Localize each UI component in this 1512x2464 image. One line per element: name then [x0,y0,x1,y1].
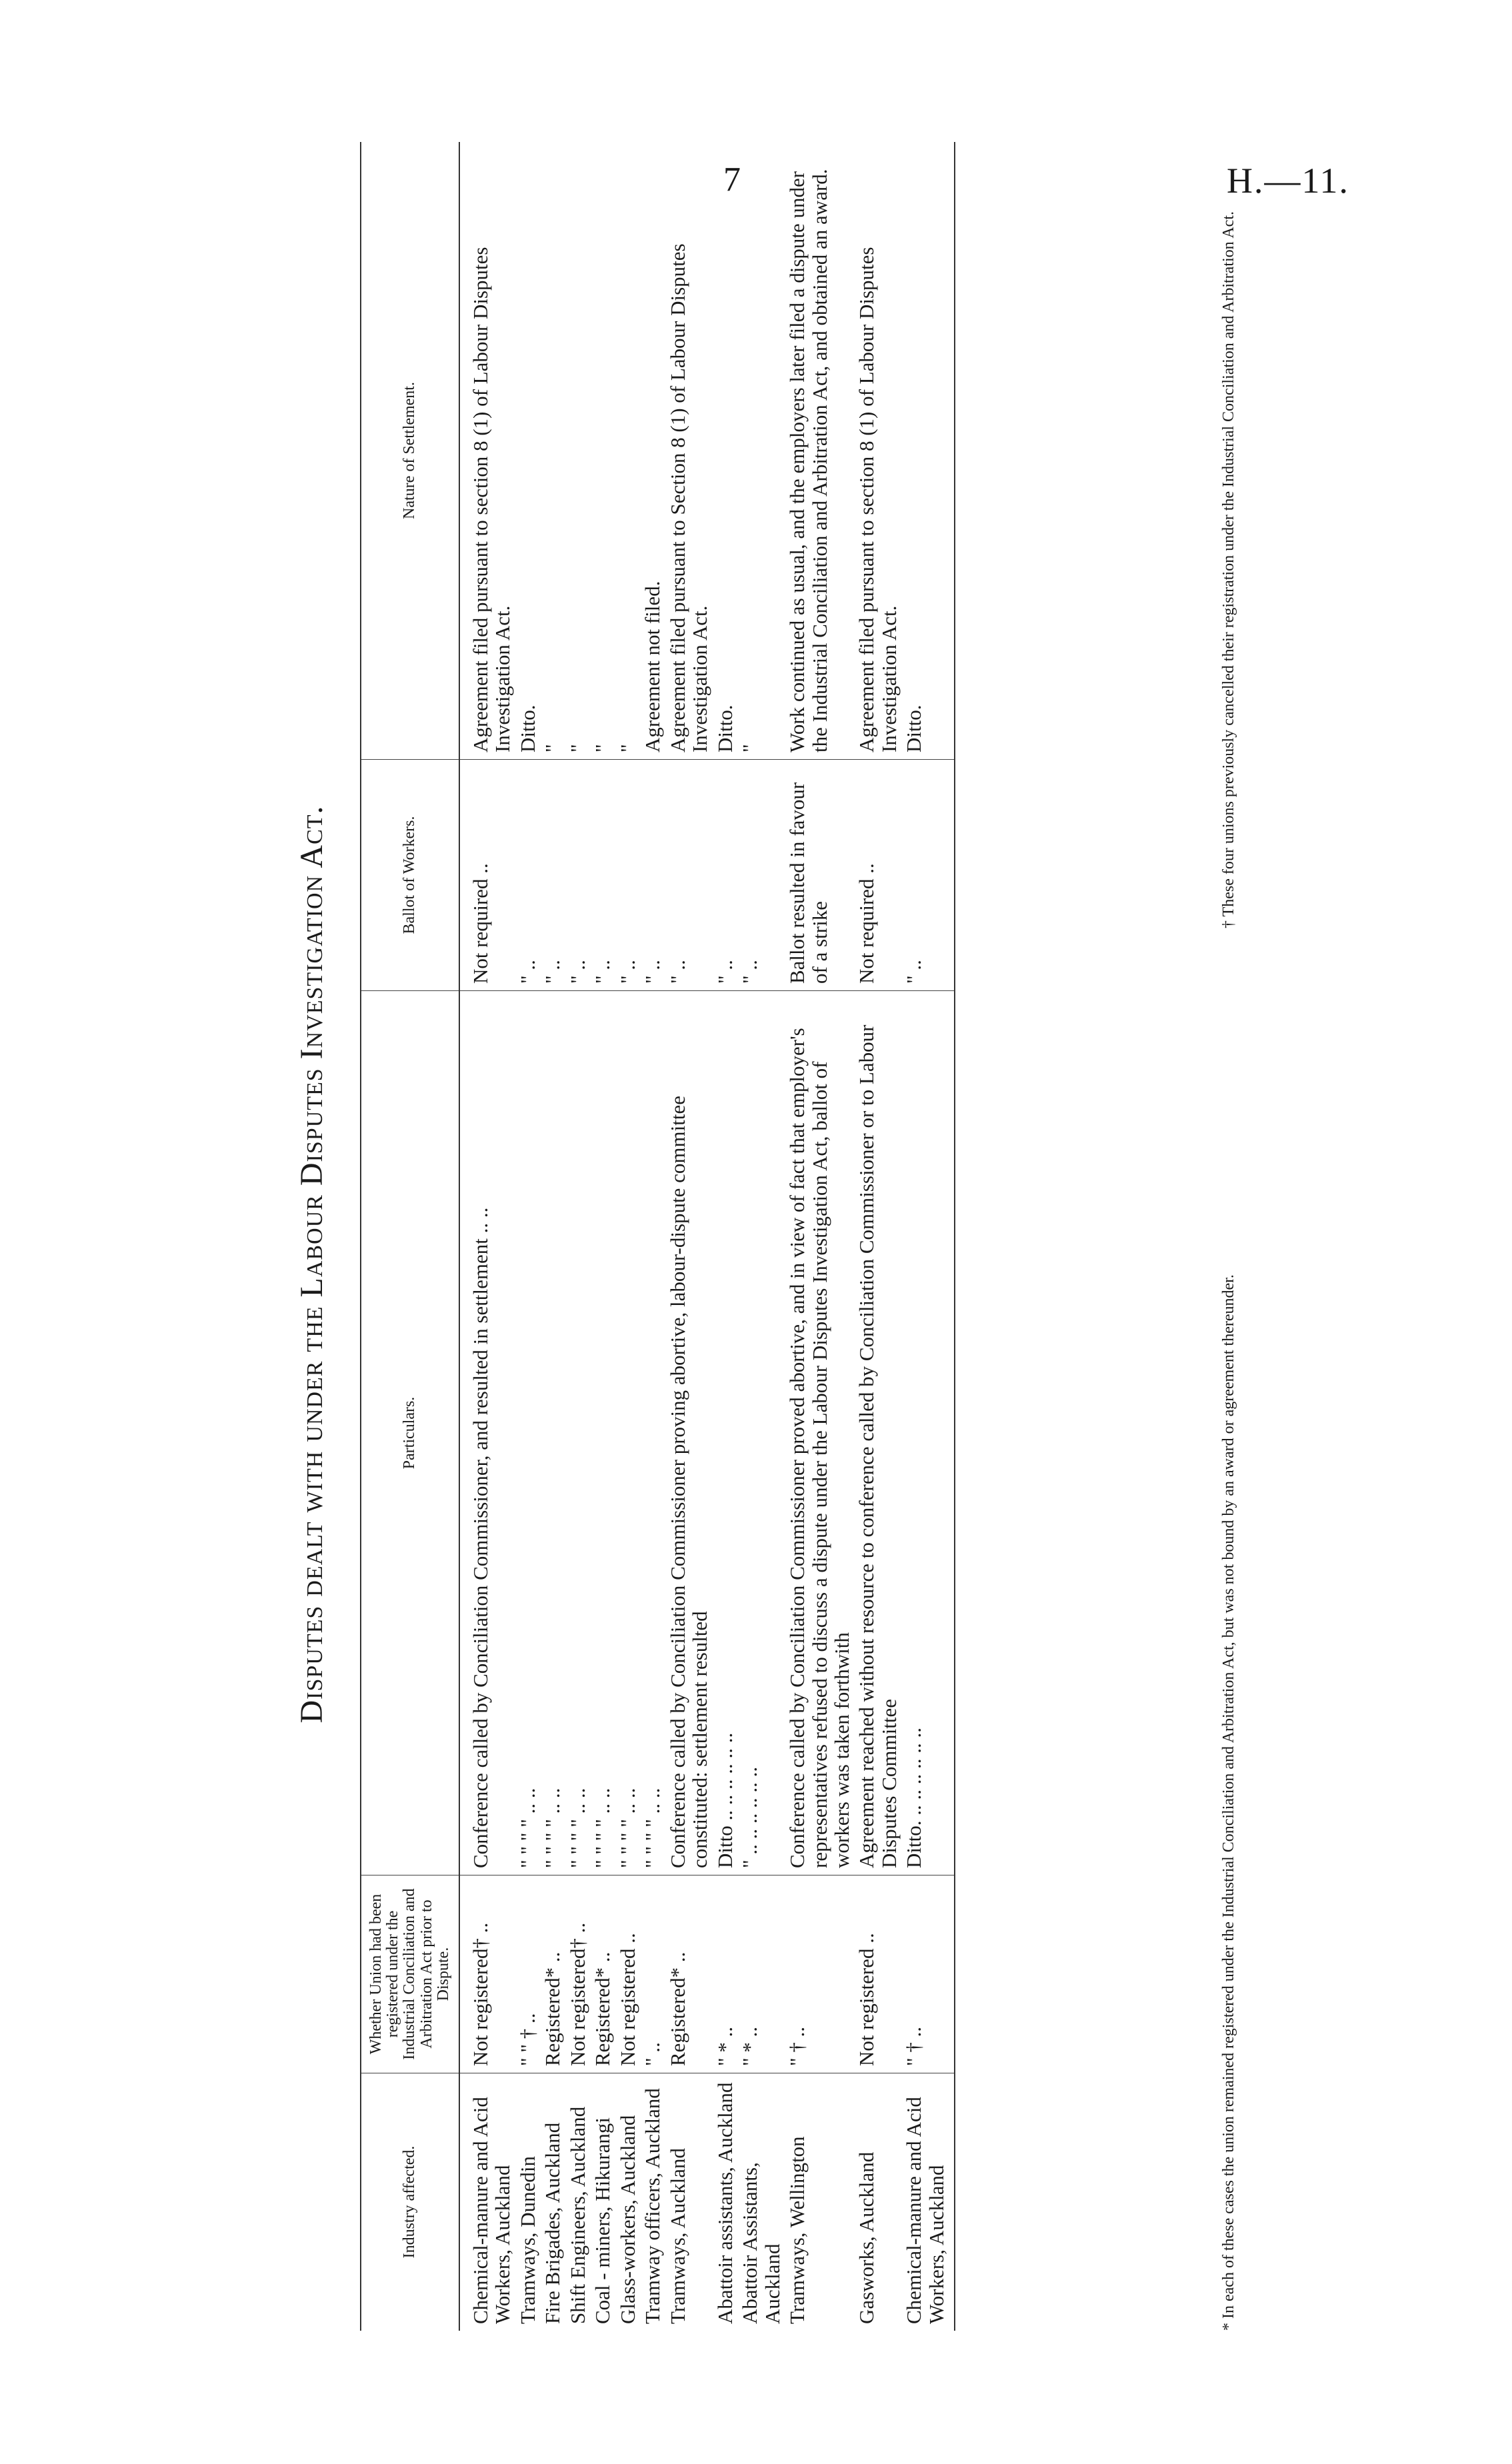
cell-industry: Tramways, Auckland [665,2147,689,2324]
cell-ballot: " .. [515,760,540,991]
cell-ballot: Not required .. [854,760,901,991]
cell-industry: Tramway officers, Auckland [641,2088,665,2324]
table-row [785,142,854,2331]
col-header-particulars: Particulars. [361,991,459,1875]
cell-registered: " † .. [785,1875,854,2073]
cell-ballot: " .. [713,760,737,991]
cell-settlement: Agreement filed pursuant to Section 8 (1) of Labour Disputes Investigation Act. [665,142,713,760]
cell-ballot: " .. [615,760,640,991]
footnote-star: * In each of these cases the union remained registered under the Industrial Conciliation and Arbitration Act, but was not bound by an award or agreement thereunder. [1220,1274,1237,2331]
cell-registered: " * .. [713,1875,737,2073]
cell-settlement: Work continued as usual, and the employers later filed a dispute under the Industrial Conciliation and Arbitration Act, and obtained an award. [785,142,854,760]
cell-particulars: " " " " .. .. [540,991,565,1875]
table-row [640,142,665,2331]
cell-industry: Fire Brigades, Auckland [541,2122,565,2324]
cell-ballot: " .. [565,760,590,991]
table-row [854,142,901,2331]
cell-settlement: " [540,142,565,760]
cell-ballot: " .. [540,760,565,991]
footnote-dagger: † These four unions previously cancelled their registration under the Industrial Conciliation and Arbitration Act. [1220,211,1237,928]
document-code: H.—11. [1227,161,1349,201]
table-row [665,142,713,2331]
cell-particulars: Agreement reached without resource to conference called by Conciliation Commissioner or to Labour Disputes Committee [854,991,901,1875]
cell-registered: " .. [640,1875,665,2073]
cell-particulars: " " " " .. .. [640,991,665,1875]
col-header-industry: Industry affected. [361,2073,459,2331]
table-row [737,142,785,2331]
cell-settlement: " [615,142,640,760]
cell-ballot: Not required .. [459,760,515,991]
table-row [459,142,515,2331]
cell-particulars: Conference called by Conciliation Commissioner proved abortive, and in view of fact that employer's representatives refused to discuss a dispute under the Labour Disputes Investigation Act, ballot of workers was taken forthwith [785,991,854,1875]
cell-registered: Not registered .. [615,1875,640,2073]
cell-particulars: " " " " .. .. [515,991,540,1875]
cell-industry: Coal - miners, Hikurangi [591,2117,615,2324]
table-row [590,142,615,2331]
cell-registered: " * .. [737,1875,785,2073]
cell-settlement: Agreement not filed. [640,142,665,760]
cell-registered: " † .. [901,1875,955,2073]
cell-registered: Registered* .. [540,1875,565,2073]
col-header-settlement: Nature of Settlement. [361,142,459,760]
cell-settlement: Ditto. [713,142,737,760]
cell-particulars: Conference called by Conciliation Commissioner proving abortive, labour-dispute committee constituted: settlement resulted [665,991,713,1875]
cell-settlement: Ditto. [901,142,955,760]
cell-ballot: Ballot resulted in favour of a strike [785,760,854,991]
cell-particulars: " " " " .. .. [565,991,590,1875]
cell-ballot: " .. [590,760,615,991]
cell-settlement: " [565,142,590,760]
table-header-row [361,142,459,2331]
cell-particulars: Conference called by Conciliation Commissioner, and resulted in settlement .. .. [459,991,515,1875]
col-header-registered: Whether Union had been registered under the Industrial Conciliation and Arbitration Act prior to Dispute. [361,1875,459,2073]
table-row [515,142,540,2331]
cell-particulars: " " " " .. .. [590,991,615,1875]
table-row [540,142,565,2331]
cell-registered: Registered* .. [590,1875,615,2073]
cell-registered: Not registered† .. [565,1875,590,2073]
cell-registered: Registered* .. [665,1875,713,2073]
cell-industry: Chemical-manure and Acid Workers, Auckland [468,2097,515,2324]
page-number: 7 [723,161,741,199]
cell-settlement: Agreement filed pursuant to section 8 (1) of Labour Disputes Investigation Act. [459,142,515,760]
table-title: Disputes dealt with under the Labour Disputes Investigation Act. [294,805,329,1724]
col-header-ballot: Ballot of Workers. [361,760,459,991]
cell-industry: Tramways, Wellington [785,2136,809,2324]
cell-industry: Tramways, Dunedin [515,2155,539,2324]
cell-ballot: " .. [640,760,665,991]
cell-ballot: " .. [665,760,713,991]
cell-industry: Glass-workers, Auckland [615,2115,639,2324]
cell-settlement: " [737,142,785,760]
cell-registered: " " † .. [515,1875,540,2073]
cell-particulars: " " " " .. .. [615,991,640,1875]
disputes-table [360,142,955,2331]
table-row [615,142,640,2331]
table-row [565,142,590,2331]
cell-particulars: Ditto. .. .. .. .. .. .. [901,991,955,1875]
cell-settlement: Ditto. [515,142,540,760]
cell-particulars: " .. .. .. .. .. .. [737,991,785,1875]
cell-particulars: Ditto .. .. .. .. .. .. [713,991,737,1875]
cell-registered: Not registered† .. [459,1875,515,2073]
cell-industry: Shift Engineers, Auckland [565,2106,589,2324]
cell-registered: Not registered .. [854,1875,901,2073]
cell-settlement: " [590,142,615,760]
cell-ballot: " .. [901,760,955,991]
cell-industry: Gasworks, Auckland [855,2151,879,2324]
table-row [713,142,737,2331]
cell-settlement: Agreement filed pursuant to section 8 (1) of Labour Disputes Investigation Act. [854,142,901,760]
cell-industry: Abattoir Assistants, Auckland [738,2162,784,2324]
table-row [901,142,955,2331]
cell-industry: Chemical-manure and Acid Workers, Auckland [901,2073,955,2331]
cell-ballot: " .. [737,760,785,991]
cell-industry: Abattoir assistants, Auckland [713,2082,737,2324]
